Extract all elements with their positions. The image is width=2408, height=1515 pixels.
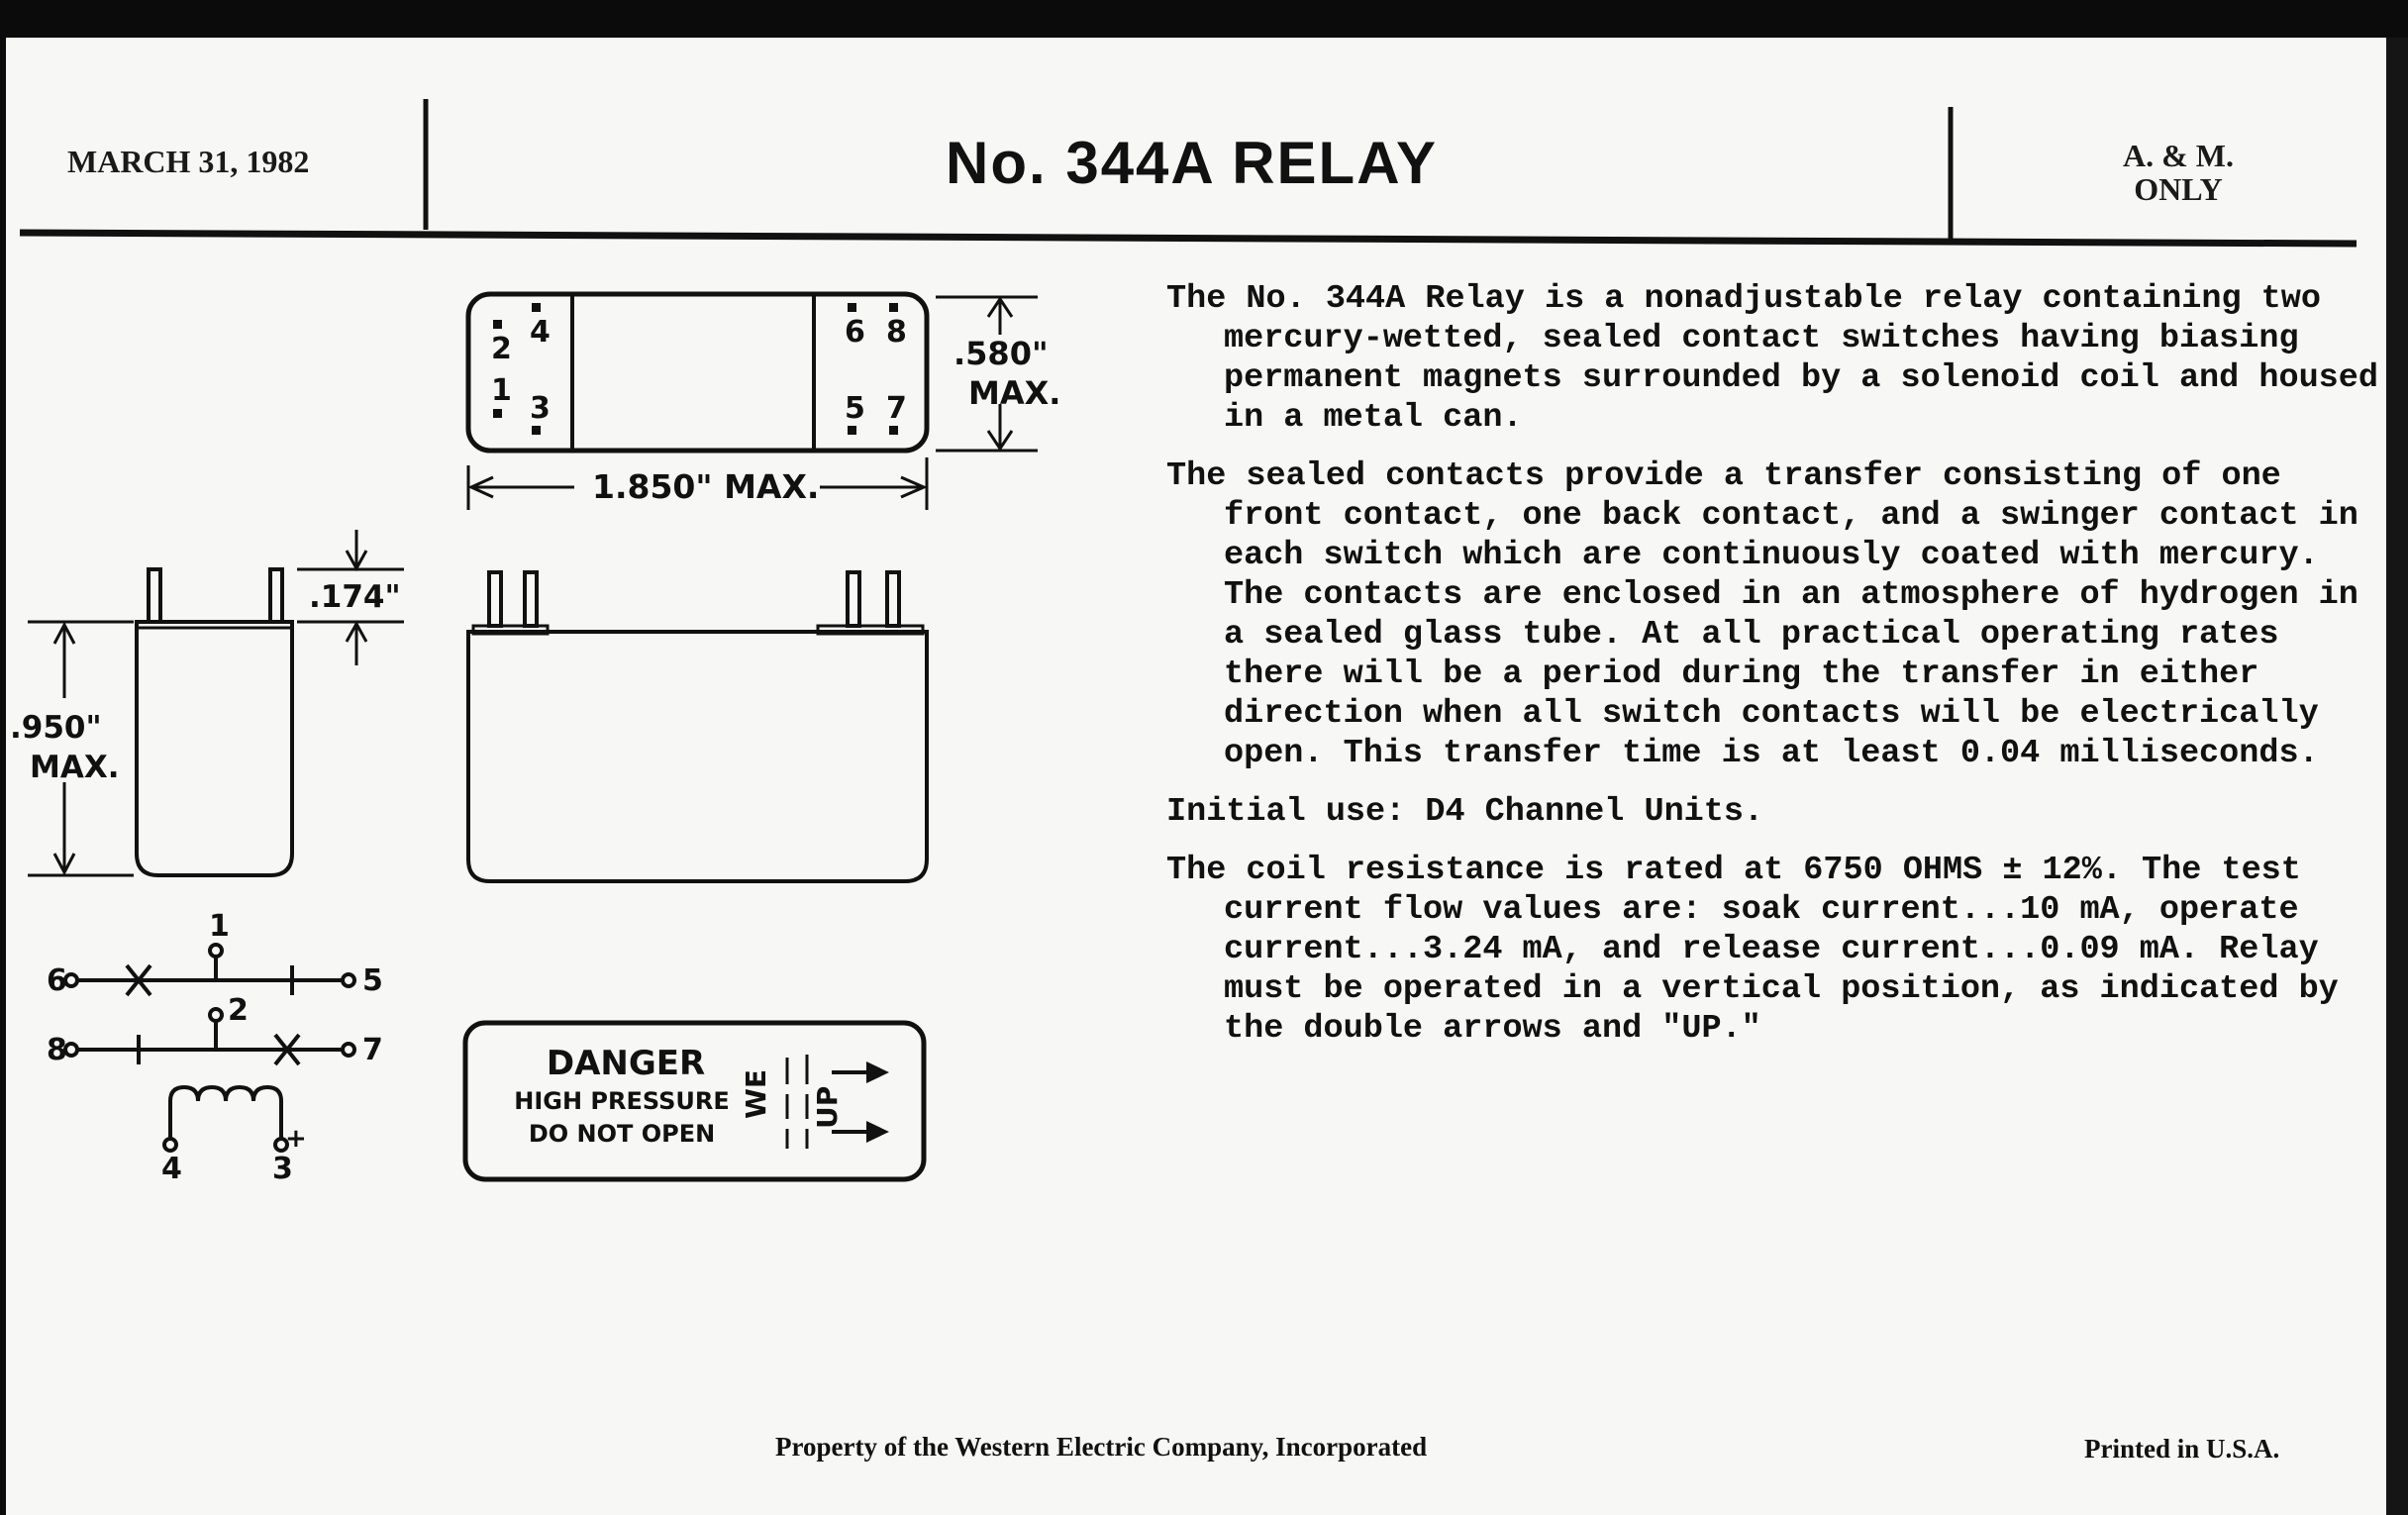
schematic-label-1: 1 [209,909,230,944]
description-paragraph-1: The No. 344A Relay is a nonadjustable relay containing two mercury-wetted, sealed contact switches having biasing permanent magnets surrounded by a solenoid coil and housed in a metal can. [1166,280,2378,437]
page-title: No. 344A RELAY [946,130,1439,196]
end-view-height-max: MAX. [30,750,120,785]
plate-pressure-text: HIGH PRESSURE [514,1087,730,1115]
issue-date: MARCH 31, 1982 [67,144,310,179]
distribution-note-line2: ONLY [2134,171,2223,207]
plate-up-mark: UP [811,1085,844,1129]
pin-dots [493,303,898,435]
height-dimension-end-view [28,622,134,875]
plate-maker-mark: WE [740,1068,772,1119]
schematic-label-2: 2 [228,993,249,1028]
plate-open-text: DO NOT OPEN [528,1120,716,1148]
schematic-label-7: 7 [362,1033,383,1067]
schematic-label-4: 4 [161,1152,182,1186]
relay-end-view [137,569,292,875]
schematic-label-plus: + [285,1124,307,1154]
pin-label-2: 2 [491,332,512,366]
schematic-label-5: 5 [362,963,383,998]
footer-property: Property of the Western Electric Company, Incorporated [775,1432,1428,1462]
distribution-note-line1: A. & M. [2123,138,2234,173]
width-dim-label: 1.850" MAX. [592,467,820,506]
pin-label-4: 4 [530,315,551,350]
pin-label-7: 7 [886,391,907,426]
description-text [1166,279,2379,1067]
pin-label-3: 3 [530,391,551,426]
description-paragraph-4: The coil resistance is rated at 6750 OHMS ± 12%. The test current flow values are: soak current...10 mA, operate current...3.24 mA, and release current...0.09 mA. Relay must be operated in a vertical position, as indicated by the double arrows and "UP." [1166,852,2339,1048]
schematic-label-6: 6 [47,963,67,998]
pin-label-8: 8 [886,315,907,350]
schematic-label-3: 3 [272,1152,293,1186]
pin-length-label: .174" [309,579,401,615]
footer-printed: Printed in U.S.A. [2084,1434,2280,1464]
description-paragraph-2: The sealed contacts provide a transfer consisting of one front contact, one back contact, and a swinger contact in each switch which are continuously coated with mercury. The contacts are enclosed in an atmosphere of hydrogen in a sealed glass tube. At all practical operating rates there will be a period during the transfer in either direction when all switch contacts will be electrically open. This transfer time is at least 0.04 milliseconds. [1166,457,2358,772]
height-dim-max: MAX. [968,374,1061,412]
relay-side-view [468,572,927,881]
pin-label-6: 6 [845,315,865,350]
end-view-height-label: .950" [10,710,102,746]
schematic-label-8: 8 [47,1033,67,1067]
pin-label-1: 1 [491,373,512,408]
description-paragraph-3: Initial use: D4 Channel Units. [1166,793,1764,831]
pin-label-5: 5 [845,391,865,426]
header-rule [20,233,2357,244]
plate-danger-text: DANGER [546,1044,706,1083]
contact-schematic [65,945,354,1151]
height-dim-label: .580" [953,335,1049,372]
